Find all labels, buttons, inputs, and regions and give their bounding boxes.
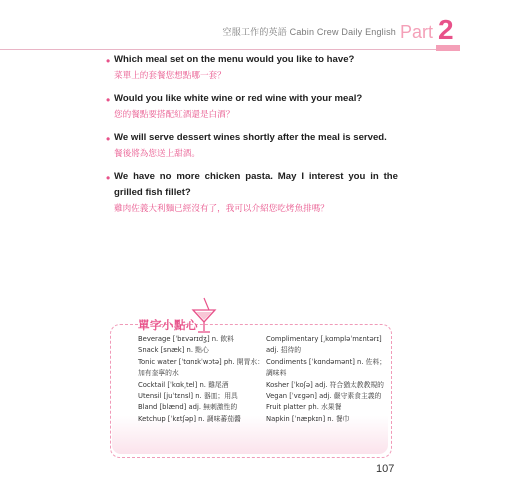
bullet-icon: •	[106, 171, 111, 185]
bullet-icon: •	[106, 93, 111, 107]
vocab-entry: adj. 招待的	[266, 346, 302, 355]
cocktail-glass-icon	[190, 296, 218, 336]
part-label: Part	[400, 22, 434, 42]
bullet-icon: •	[106, 54, 111, 68]
header-rule	[0, 49, 436, 50]
vocab-entry: 調味料	[266, 369, 287, 378]
part-tab-marker	[436, 45, 460, 51]
vocab-entry: Fruit platter ph. 水果餐	[266, 403, 342, 412]
page-number: 107	[376, 463, 395, 475]
chinese-translation: 餐後將為您送上甜酒。	[114, 148, 200, 158]
part-number: 2	[438, 14, 454, 45]
running-header: 空服工作的英語 Cabin Crew Daily English	[222, 27, 396, 37]
vocab-entry: Bland [blænd] adj. 無刺激性的	[138, 403, 238, 412]
vocab-title-wrap	[138, 316, 198, 334]
chinese-translation: 您的餐點要搭配紅酒還是白酒？	[114, 109, 235, 119]
bullet-icon: •	[106, 132, 111, 146]
vocab-entry: Cocktail [ˈkɑk͵tel] n. 雞尾酒	[138, 380, 229, 389]
list-item	[106, 91, 398, 121]
chinese-translation: 菜單上的套餐您想點哪一套？	[114, 70, 226, 80]
vocab-columns	[138, 334, 388, 425]
vocab-column-right	[266, 334, 388, 425]
vocab-entry: Complimentary [͵kɑmpləˈmɛntərɪ]	[266, 335, 382, 343]
vocab-entry: Utensil [juˈtɛnsl] n. 器皿；用具	[138, 392, 238, 401]
english-sentence: Which meal set on the menu would you like to have?	[114, 54, 355, 65]
vocab-title: 單字小點心	[138, 318, 198, 332]
vocab-entry: Tonic water [ˈtɑnɪkˈwɔtə] ph. 開胃水：	[138, 357, 264, 366]
list-item	[106, 169, 398, 215]
vocab-entry: Napkin [ˈnæpkɪn] n. 餐巾	[266, 414, 350, 423]
vocab-entry: Snack [snæk] n. 點心	[138, 346, 209, 355]
chinese-translation: 雞肉佐義大利麵已經沒有了，我可以介紹您吃烤魚排嗎？	[114, 203, 329, 213]
vocab-entry: Ketchup [ˈkɛtʃəp] n. 調味蕃茄醬	[138, 414, 241, 423]
vocab-column-left	[138, 334, 264, 425]
vocab-entry: Kosher [ˈkoʃə] adj. 符合猶太教教規的	[266, 380, 384, 389]
list-item	[106, 52, 398, 82]
vocab-entry: Vegan [ˈvɛgən] adj. 嚴守素食主義的	[266, 392, 382, 401]
vocab-entry: Beverage [ˈbɛvərɪdʒ] n. 飲料	[138, 335, 234, 343]
phrase-list	[106, 52, 398, 224]
english-sentence: We have no more chicken pasta. May I interest you in the grilled fish fillet?	[114, 171, 398, 198]
english-sentence: We will serve dessert wines shortly after the meal is served.	[114, 132, 387, 143]
list-item	[106, 130, 398, 160]
page-header	[0, 14, 520, 48]
vocab-entry: Condiments [ˈkɑndəmənt] n. 佐料；	[266, 357, 387, 366]
vocab-entry: 加有奎寧的水	[138, 369, 179, 378]
english-sentence: Would you like white wine or red wine with your meal?	[114, 93, 363, 104]
